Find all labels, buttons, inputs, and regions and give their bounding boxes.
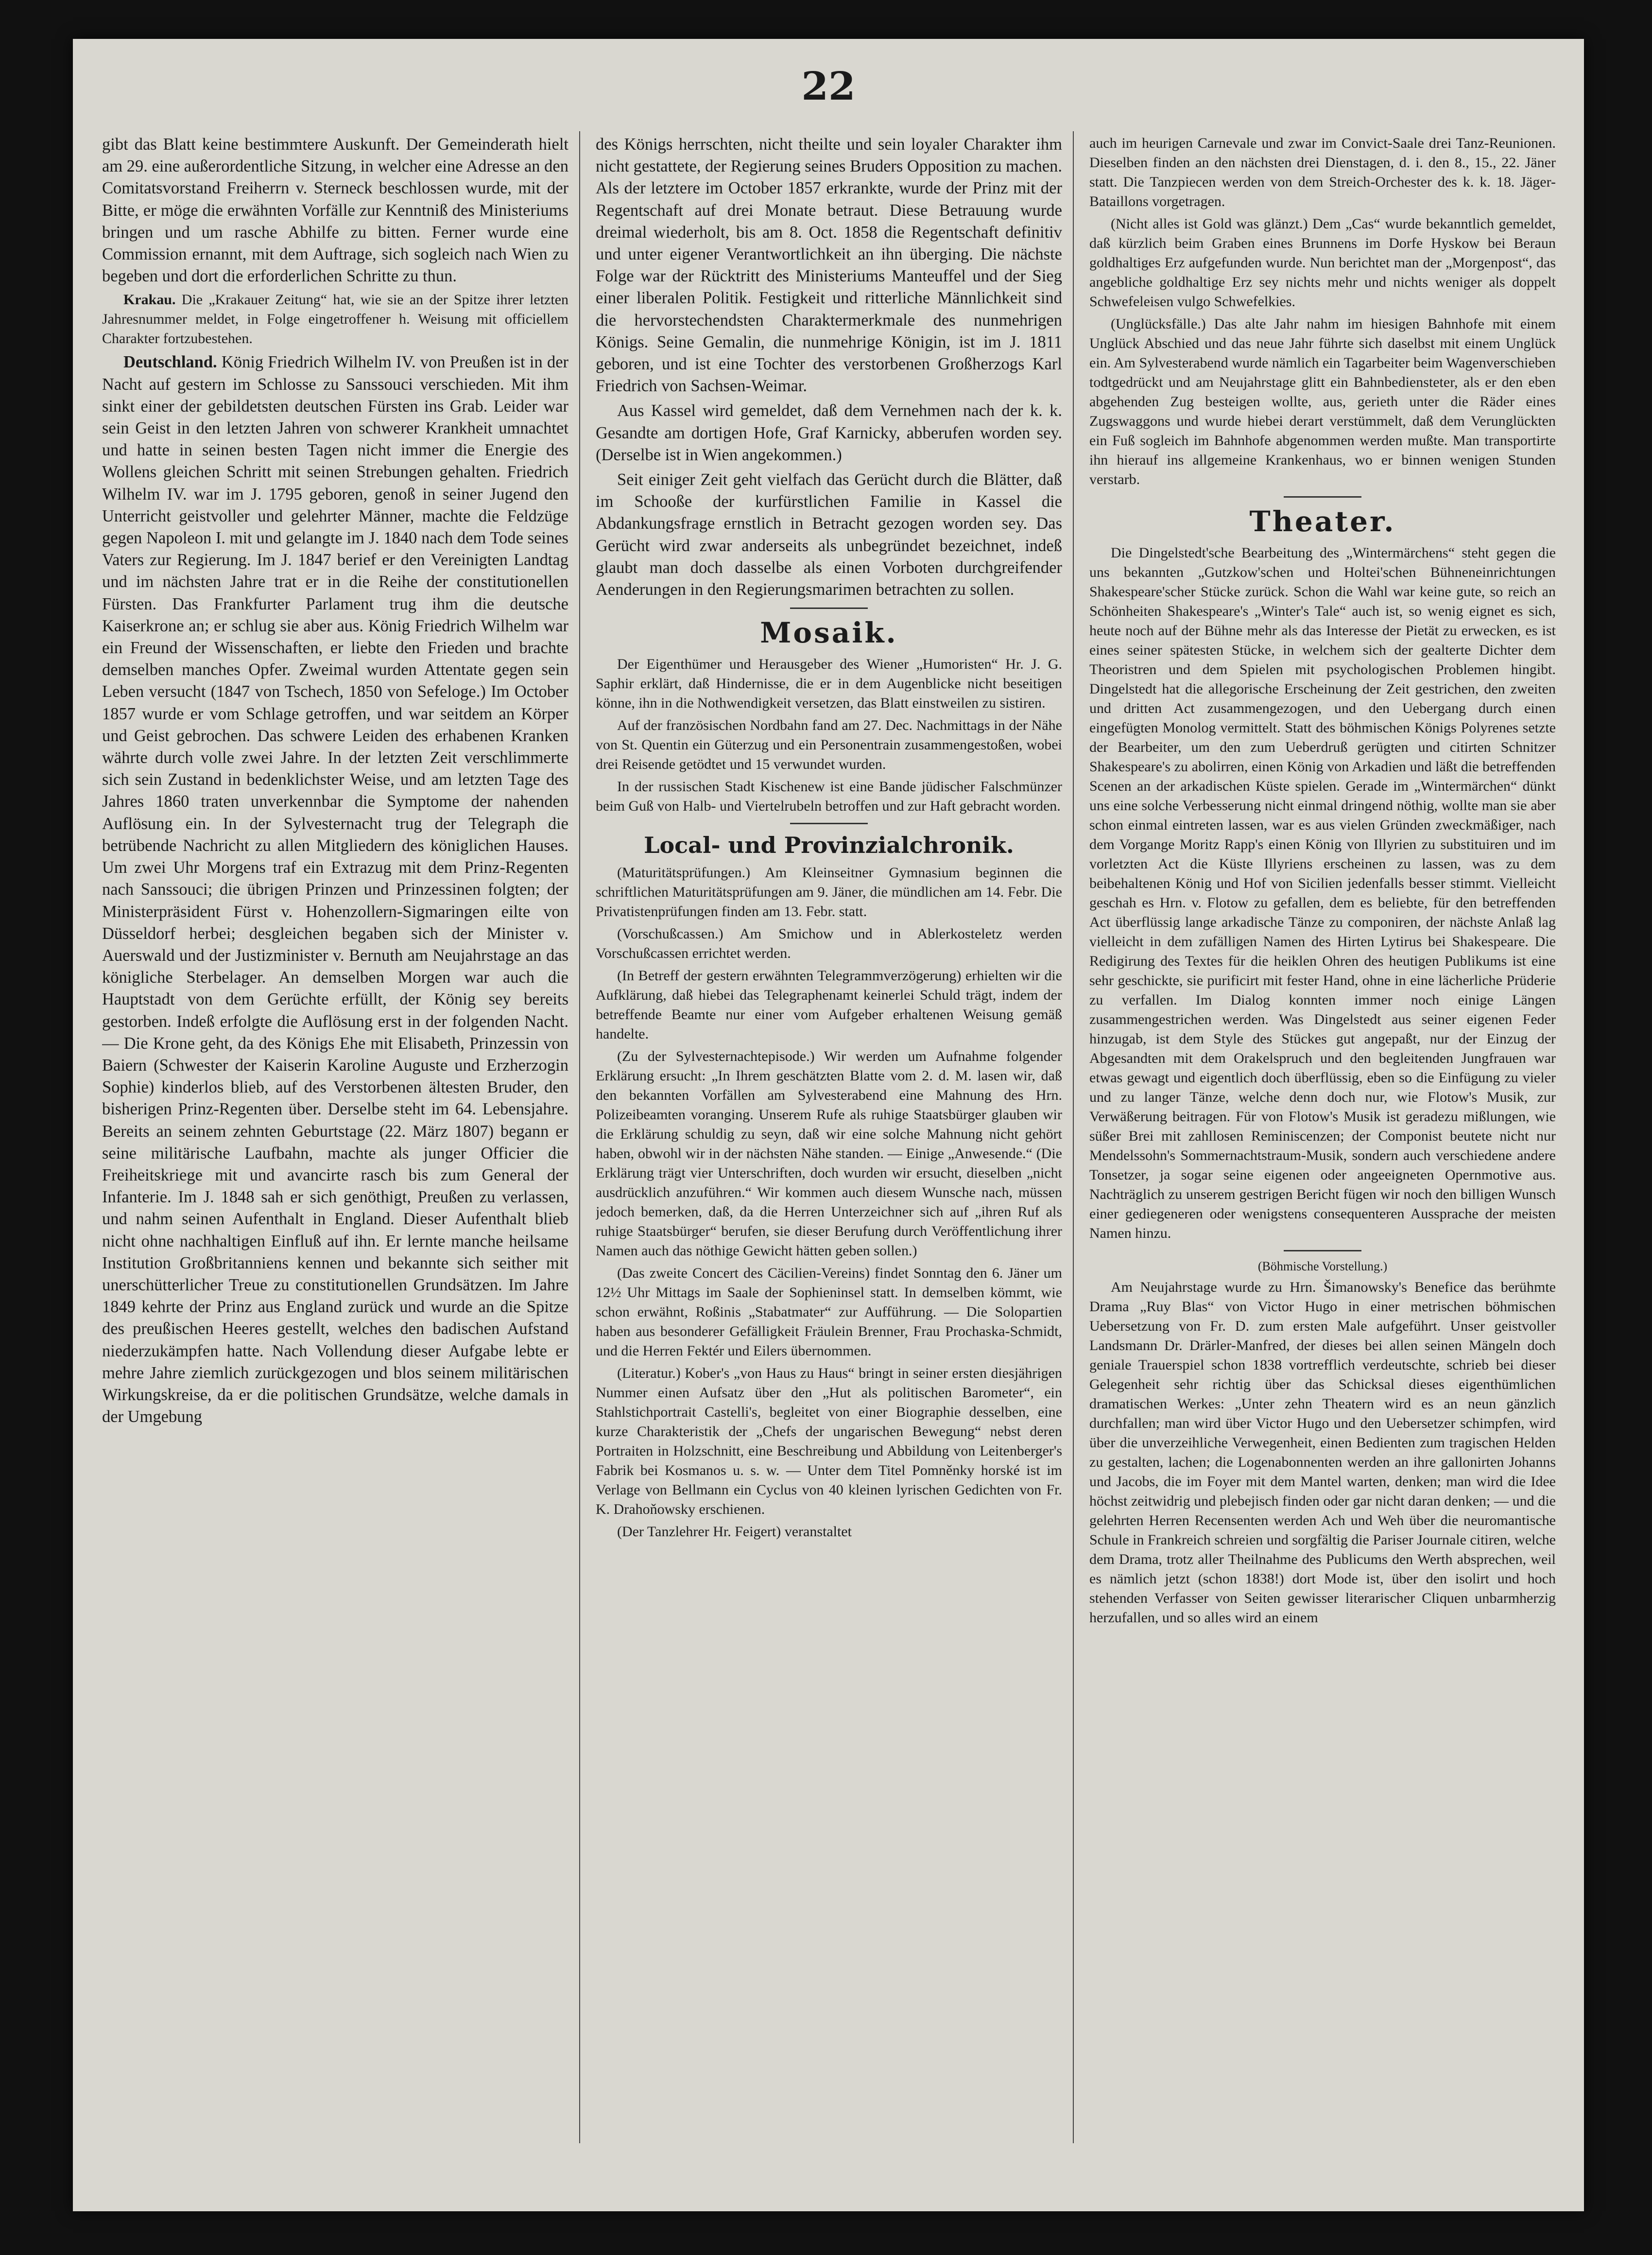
paragraph: Seit einiger Zeit geht vielfach das Gerücht durch die Blätter, daß im Schooße der kurfürstlichen Familie in Kassel die Abdankungsfrage ernstlich in Betracht gezogen worden sey. Das Gerücht wird zwar anderseits als unbegründet bezeichnet, indeß glaubt man doch dasselbe als einen Vorboten durchgreifender Aenderungen in den Regierungsmarimen betrachten zu sollen. — [596, 470, 1062, 599]
section-head-deutschland: Deutschland. — [123, 353, 217, 372]
column-rule — [1073, 131, 1074, 2143]
paragraph: (Unglücksfälle.) Das alte Jahr nahm im hiesigen Bahnhofe mit einem Unglück Abschied und das neue Jahr führte sich daselbst mit einem Unglück ein. Am Sylvesterabend wurde nämlich ein Tagarbeiter beim Wagenverschieben todtgedrückt und am Neujahrstage glitt ein Bahnbediensteter, als er den eben abgehenden Zug besteigen wollte, aus, gerieth unter die Räder eines Zugswaggons und wurde hiebei derart verstümmelt, daß dem Verunglückten ein Fuß sogleich im Bahnhofe abgenommen werden mußte. Man transportirte ihn hierauf ins allgemeine Krankenhaus, wo er binnen wenigen Stunden verstarb. — [1089, 316, 1556, 487]
column-2 — [596, 134, 1062, 2163]
mosaik-item: Auf der französischen Nordbahn fand am 27. Dec. Nachmittags in der Nähe von St. Quentin ein Güterzug und ein Personentrain zusammengestoßen, wobei drei Reisende getödtet und 15 verwundet wurden. — [596, 717, 1062, 773]
section-divider — [1284, 1250, 1361, 1251]
section-divider — [1284, 496, 1361, 498]
paragraph: Aus Kassel wird gemeldet, daß dem Vernehmen nach der k. k. Gesandte am dortigen Hofe, Graf Karnicky, abberufen worden sey. (Derselbe ist in Wien angekommen.) — [596, 401, 1062, 464]
paragraph-text: König Friedrich Wilhelm IV. von Preußen ist in der Nacht auf gestern im Schlosse zu Sanssouci verschieden. Mit ihm sinkt einer der gebildetsten deutschen Fürsten ins Grab. Leider war sein Geist in den letzten Jahren von schwerer Krankheit umnachtet und hatte in seinen besten Tagen nicht immer die Energie des Wollens gleichen Schritt mit seinen Strebungen gehalten. Friedrich Wilhelm IV. war im J. 1795 geboren, genoß in seiner Jugend den Unterricht geistvoller und gelehrter Männer, machte die Feldzüge gegen Napoleon I. mit und gelangte im J. 1840 nach dem Tode seines Vaters zur Regierung. Im J. 1847 berief er den Vereinigten Landtag und im nächsten Jahre trat er in die Reihe der constitutionellen Fürsten. Das Frankfurter Parlament trug ihm die deutsche Kaiserkrone an; er schlug sie aber aus. König Friedrich Wilhelm war ein Freund der Wissenschaften, er liebte den Frieden und brachte demselben manches Opfer. Zweimal wurden Attentate gegen sein Leben versucht (1847 von Tschech, 1850 von Sefeloge.) Im October 1857 wurde er vom Schlage getroffen, und war seitdem an Körper und Geist gebrochen. Das schwere Leiden des erhabenen Kranken währte durch volle zwei Jahre. In der letzten Zeit verschlimmerte sich sein Zustand in bedenklichster Weise, und am letzten Tage des Jahres 1860 traten unverkennbar die Symptome der nahenden Auflösung ein. In der Sylvesternacht trug der Telegraph die betrübende Nachricht zu allen Mitgliedern des königlichen Hauses. Um zwei Uhr Morgens traf ein Extrazug mit dem Prinz-Regenten nach Sanssouci; die übrigen Prinzen und Prinzessinen folgten; der Ministerpräsident Fürst v. Hohenzollern-Sigmaringen eilte von Düsseldorf herbei; desgleichen begaben sich der Minister v. Auerswald und der Justizminister v. Bernuth am Neujahrstage an das königliche Sterbelager. An demselben Morgen war auch die Hauptstadt von dem Gerüchte erfüllt, der König sey bereits gestorben. Indeß erfolgte die Auflösung erst in der folgenden Nacht. — Die Krone geht, da des Königs Ehe mit Elisabeth, Prinzessin von Baiern (Schwester der Kaiserin Karoline Auguste und Erzherzogin Sophie) kinderlos blieb, auf des Verstorbenen ältesten Bruder, den bisherigen Prinz-Regenten über. Derselbe steht im 64. Lebensjahre. Bereits an seinem zehnten Geburtstage (22. März 1807) begann er seine militärische Laufbahn, machte als junger Officier die Freiheitskriege mit und avancirte rasch bis zum General der Infanterie. Im J. 1848 sah er sich genöthigt, Preußen zu verlassen, und nahm seinen Aufenthalt in England. Dieser Aufenthalt blieb nicht ohne nachhaltigen Einfluß auf ihn. Er lernte manche heilsame Institution Großbritanniens kennen und bekannte sich seither mit unerschütterlicher Treue zu constitutionellen Grundsätzen. Im Jahre 1849 kehrte der Prinz aus England zurück und wurde an die Spitze des preußischen Heeres gestellt, welches den badischen Aufstand niederzukämpfen hatte. Nach Vollendung dieser Aufgabe lebte er mehre Jahre ziemlich zurückgezogen und blos seinem militärischen Wirkungskreise, da er die politischen Grundsätze, welche damals in der Umgebung — [102, 353, 568, 1426]
subheading-boehmische-vorstellung: (Böhmische Vorstellung.) — [1257, 1259, 1388, 1273]
paragraph: gibt das Blatt keine bestimmtere Auskunft. Der Gemeinderath hielt am 29. eine außerordentliche Sitzung, in welcher eine Adresse an den Comitatsvorstand Freiherrn v. Sterneck beschlossen wurde, mit der Bitte, er möge die erwähnten Vorfälle zur Kenntniß des Ministeriums bringen und um rasche Abhilfe zu bitten. Ferner wurde eine Commission ernannt, mit dem Auftrage, sich sogleich nach Wien zu begeben und dort die erforderlichen Schritte zu thun. — [102, 135, 568, 286]
paragraph-deutschland — [102, 351, 568, 1428]
local-item: (In Betreff der gestern erwähnten Telegrammverzögerung) erhielten wir die Aufklärung, daß hiebei das Telegraphenamt keinerlei Schuld trägt, indem der betreffende Beamte nur einer vom Aufgeber erhaltenen Weisung gemäß handelte. — [596, 968, 1062, 1042]
paragraph-krakau — [102, 290, 568, 348]
mosaik-item: In der russischen Stadt Kischenew ist eine Bande jüdischer Falschmünzer beim Guß von Halb- und Viertelrubeln betroffen und zur Haft gebracht worden. — [596, 779, 1062, 815]
newspaper-page — [73, 39, 1584, 2211]
local-item: (Das zweite Concert des Cäcilien-Vereins) findet Sonntag den 6. Jäner um 12½ Uhr Mittags im Saale der Sophieninsel statt. In demselben kömmt, wie schon erwähnt, Roßinis „Stabatmater“ zur Aufführung. — Die Solopartien haben aus besonderer Gefälligkeit Fräulein Brenner, Frau Prochaska-Schmidt, und die Herren Fektér und Eilers übernommen. — [596, 1265, 1062, 1359]
section-divider — [790, 823, 868, 824]
paragraph: des Königs herrschten, nicht theilte und sein loyaler Charakter ihm nicht gestattete, der Regierung seines Bruders Opposition zu machen. Als der letztere im October 1857 erkrankte, wurde der Prinz mit der Regentschaft auf drei Monate betraut. Diese Betrauung wurde dreimal wiederholt, bis am 8. Oct. 1858 die Regentschaft definitiv und unter eigener Verantwortlichkeit an ihn überging. Die nächste Folge war der Rücktritt des Ministeriums Manteuffel und der Sieg einer liberalen Politik. Festigkeit und ritterliche Männlichkeit sind die hervorstechendsten Charaktermerkmale des nunmehrigen Königs. Seine Gemalin, die nunmehrige Königin, ist im J. 1811 geboren, und ist eine Tochter des verstorbenen Großherzogs Karl Friedrich von Sachsen-Weimar. — [596, 135, 1062, 396]
local-item: (Maturitätsprüfungen.) Am Kleinseitner Gymnasium beginnen die schriftlichen Maturitätsprüfungen am 9. Jäner, die mündlichen am 14. Febr. Die Privatistenprüfungen finden am 13. Febr. statt. — [596, 865, 1062, 920]
section-title-theater: Theater. — [1249, 505, 1396, 538]
paragraph: auch im heurigen Carnevale und zwar im Convict-Saale drei Tanz-Reunionen. Dieselben finden an den nächsten drei Dienstagen, d. i. den 8., 15., 22. Jäner statt. Die Tanzpiecen werden von dem Streich-Orchester des k. k. 18. Jäger-Bataillons vorgetragen. — [1089, 135, 1556, 209]
section-divider — [790, 607, 868, 609]
local-item: (Literatur.) Kober's „von Haus zu Haus“ bringt in seiner ersten diesjährigen Nummer einen Aufsatz über den „Hut als politischen Barometer“, ein Stahlstichportrait Castelli's, begleitet von einer Biographie desselben, eine kurze Charakteristik der „Chefs der ungarischen Bewegung“ nebst deren Portraiten in Holzschnitt, eine Beschreibung und Abbildung von Leitenberger's Fabrik bei Kosmanos u. s. w. — Unter dem Titel Pomněnky horské ist im Verlage von Bellmann ein Cyclus von 40 kleinen lyrischen Gedichten von Fr. K. Drahoňowsky erschienen. — [596, 1365, 1062, 1518]
column-1 — [102, 134, 568, 2163]
local-item: (Zu der Sylvesternachtepisode.) Wir werden um Aufnahme folgender Erklärung ersucht: „In Ihrem geschätzten Blatte vom 2. d. M. lasen wir, daß den bekannten Vorfällen am Sylvesterabend eine Mahnung des Hrn. Polizeibeamten voranging. Unserem Rufe als ruhige Staatsbürger glauben wir die Erklärung schuldig zu seyn, daß wir eine solche Mahnung nicht gehört haben, obwohl wir in der nächsten Nähe standen. — Einige „Anwesende.“ (Die Erklärung trägt vier Unterschriften, doch wurden wir ersucht, dieselben „nicht ausdrücklich anzuführen.“ Wir kommen auch diesem Wunsche nach, müssen jedoch bemerken, daß, da die Herren Unterzeichner sich auf „ihren Ruf als ruhige Staatsbürger“ berufen, sie dieser Berufung durch Veröffentlichung ihrer Namen auch das nöthige Gewicht hätten geben sollen.) — [596, 1048, 1062, 1259]
paragraph: (Nicht alles ist Gold was glänzt.) Dem „Cas“ wurde bekanntlich gemeldet, daß kürzlich beim Graben eines Brunnens im Dorfe Hyskow bei Beraun goldhaltiges Erz aufgefunden wurde. Nun berichtet man der „Morgenpost“, das angebliche goldhaltige Erz sey nichts mehr und nichts weniger als doppelt Schwefeleisen vulgo Schwefelkies. — [1089, 216, 1556, 310]
section-title-mosaik: Mosaik. — [760, 616, 898, 650]
local-item: (Der Tanzlehrer Hr. Feigert) veranstaltet — [617, 1524, 852, 1540]
paragraph: Die Dingelstedt'sche Bearbeitung des „Wintermärchens“ steht gegen die uns bekannten „Gutzkow'schen und Holtei'schen Bühneneinrichtungen Shakespeare'scher Stücke zurück. Schon die Wahl war keine gute, so reich an Schönheiten Shakespeare's „Winter's Tale“ auch ist, so wenig eignet es sich, heute noch auf der Bühne mehr als das Interesse der Pietät zu erwecken, es ist eines seiner spätesten Stücke, in welchem sich der gealterte Dichter dem Theoristren und dem Spielen mit psychologischen Problemen hingibt. Dingelstedt hat die allegorische Erscheinung der Zeit gestrichen, den zweiten und dritten Act zusammengezogen, und den Uebergang durch einen eingefügten Monolog vermittelt. Statt des böhmischen Königs Polyrenes setzte der Bearbeiter, um den zum Ueberdruß gerügten und citirten Schnitzer Shakespeare's zu abolirren, einen König von Arkadien und läßt die betreffenden Scenen an der arkadischen Küste spielen. Gerade im „Wintermärchen“ dünkt uns eine solche Verbesserung nicht einmal dringend nöthig, wollte man sie aber schon einmal eintreten lassen, war es aus vielen Gründen zweckmäßiger, nach dem Vorgange Moritz Rapp's einen König von Illyrien zu substituiren und im vorletzten Act die Küste Illyriens erscheinen zu lassen, was zu dem beibehaltenen König und Hof von Sicilien jedenfalls besser stimmt. Vielleicht geschah es Hrn. v. Flotow zu gefallen, dem es beliebte, für den betreffenden Act überflüssig lange arkadische Tänze zu componiren, der nächste Anlaß lag vielleicht in dem zufälligen Namen des Hirten Lytirus bei Shakespeare. Die Redigirung des Textes für die heiklen Ohren des heutigen Publikums ist eine sehr geschickte, sie purificirt mit fester Hand, ohne in eine lächerliche Prüderie zu verfallen. Im Dialog konnten immer noch einige Längen zusammengestrichen werden. Was Dingelstedt aus seiner eigenen Feder hinzugab, ist dem Style des Stückes gut angepaßt, nur der Einzug der Abgesandten mit dem Orakelspruch und den begleitenden Jungfrauen war etwas gewagt und eigentlich doch überflüssig, eben so die Einfügung zu vieler und zu langer Tänze, welche denn doch nur, wie Flotow's Musik, zur Verwäßerung beitragen. Für von Flotow's Musik ist geradezu mißlungen, wie süßer Brei mit zahllosen Reminiscenzen; der Componist beutete nicht nur Mendelssohn's Sommernachtstraum-Musik, sondern auch verschiedene andere Tonsetzer, ja sogar seine eigenen oder angeeigneten Opernmotive aus. Nachträglich zu unserem gestrigen Bericht fügen wir noch den billigen Wunsch einer gediegeneren oder wenigstens consequenteren Aussprache der meisten Namen hinzu. — [1089, 545, 1556, 1241]
column-3 — [1089, 134, 1556, 2163]
paragraph-text: Die „Krakauer Zeitung“ hat, wie sie an der Spitze ihrer letzten Jahresnummer meldet, in Folge eingetroffener h. Weisung mit officiellem Charakter fortzubestehen. — [102, 292, 568, 347]
local-item: (Vorschußcassen.) Am Smichow und in Ablerkosteletz werden Vorschußcassen errichtet werden. — [596, 926, 1062, 962]
mosaik-item: Der Eigenthümer und Herausgeber des Wiener „Humoristen“ Hr. J. G. Saphir erklärt, daß Hindernisse, die er in dem Augenblicke nicht beseitigen könne, ihn in die Nothwendigkeit versetzen, das Blatt einstweilen zu sistiren. — [596, 656, 1062, 711]
paragraph: Am Neujahrstage wurde zu Hrn. Šimanowsky's Beneficе das berühmte Drama „Ruy Blas“ von Victor Hugo in einer metrischen böhmischen Uebersetzung von Fr. D. zum ersten Male aufgeführt. Unser geistvoller Landsmann Dr. Drärler-Manfred, der dieses bei allen seinen Mängeln doch geniale Trauerspiel schon 1838 vortrefflich verdeutschte, schrieb bei dieser Gelegenheit sehr richtig über das Schicksal dieses eigenthümlichen dramatischen Werkes: „Unter zehn Theatern wird es an neun gänzlich durchfallen; man wird über Victor Hugo und den Uebersetzer schimpfen, wird über die unverzeihliche Verwegenheit, einen Bedienten zum tragischen Helden zu gestalten, lachen; die Logenabonnenten werden an ihre gallonirten Johanns und Jacobs, die im Foyer mit dem Mantel warten, denken; man wird die Idee höchst zeitwidrig und plebejisch finden oder gar nicht daran denken; — und die gelehrten Herren Recensenten werden Ach und Weh über die neuromantische Schule in Frankreich schreien und sorgfältig die Pariser Journale citiren, welche dem Drama, trotz aller Theilnahme des Publicums den Werth absprechen, weil es nämlich jetzt (schon 1838!) dort Mode ist, über den isolirt und hoch stehenden Verfasser von Seiten gewisser literarischer Cliquen unbarmherzig herzufallen, und so alles wird an einem — [1089, 1279, 1556, 1626]
page-number: 22 — [801, 63, 856, 109]
section-head-krakau: Krakau. — [123, 292, 176, 308]
column-rule — [579, 131, 580, 2143]
section-title-local: Local- und Provinzialchronik. — [644, 832, 1014, 859]
